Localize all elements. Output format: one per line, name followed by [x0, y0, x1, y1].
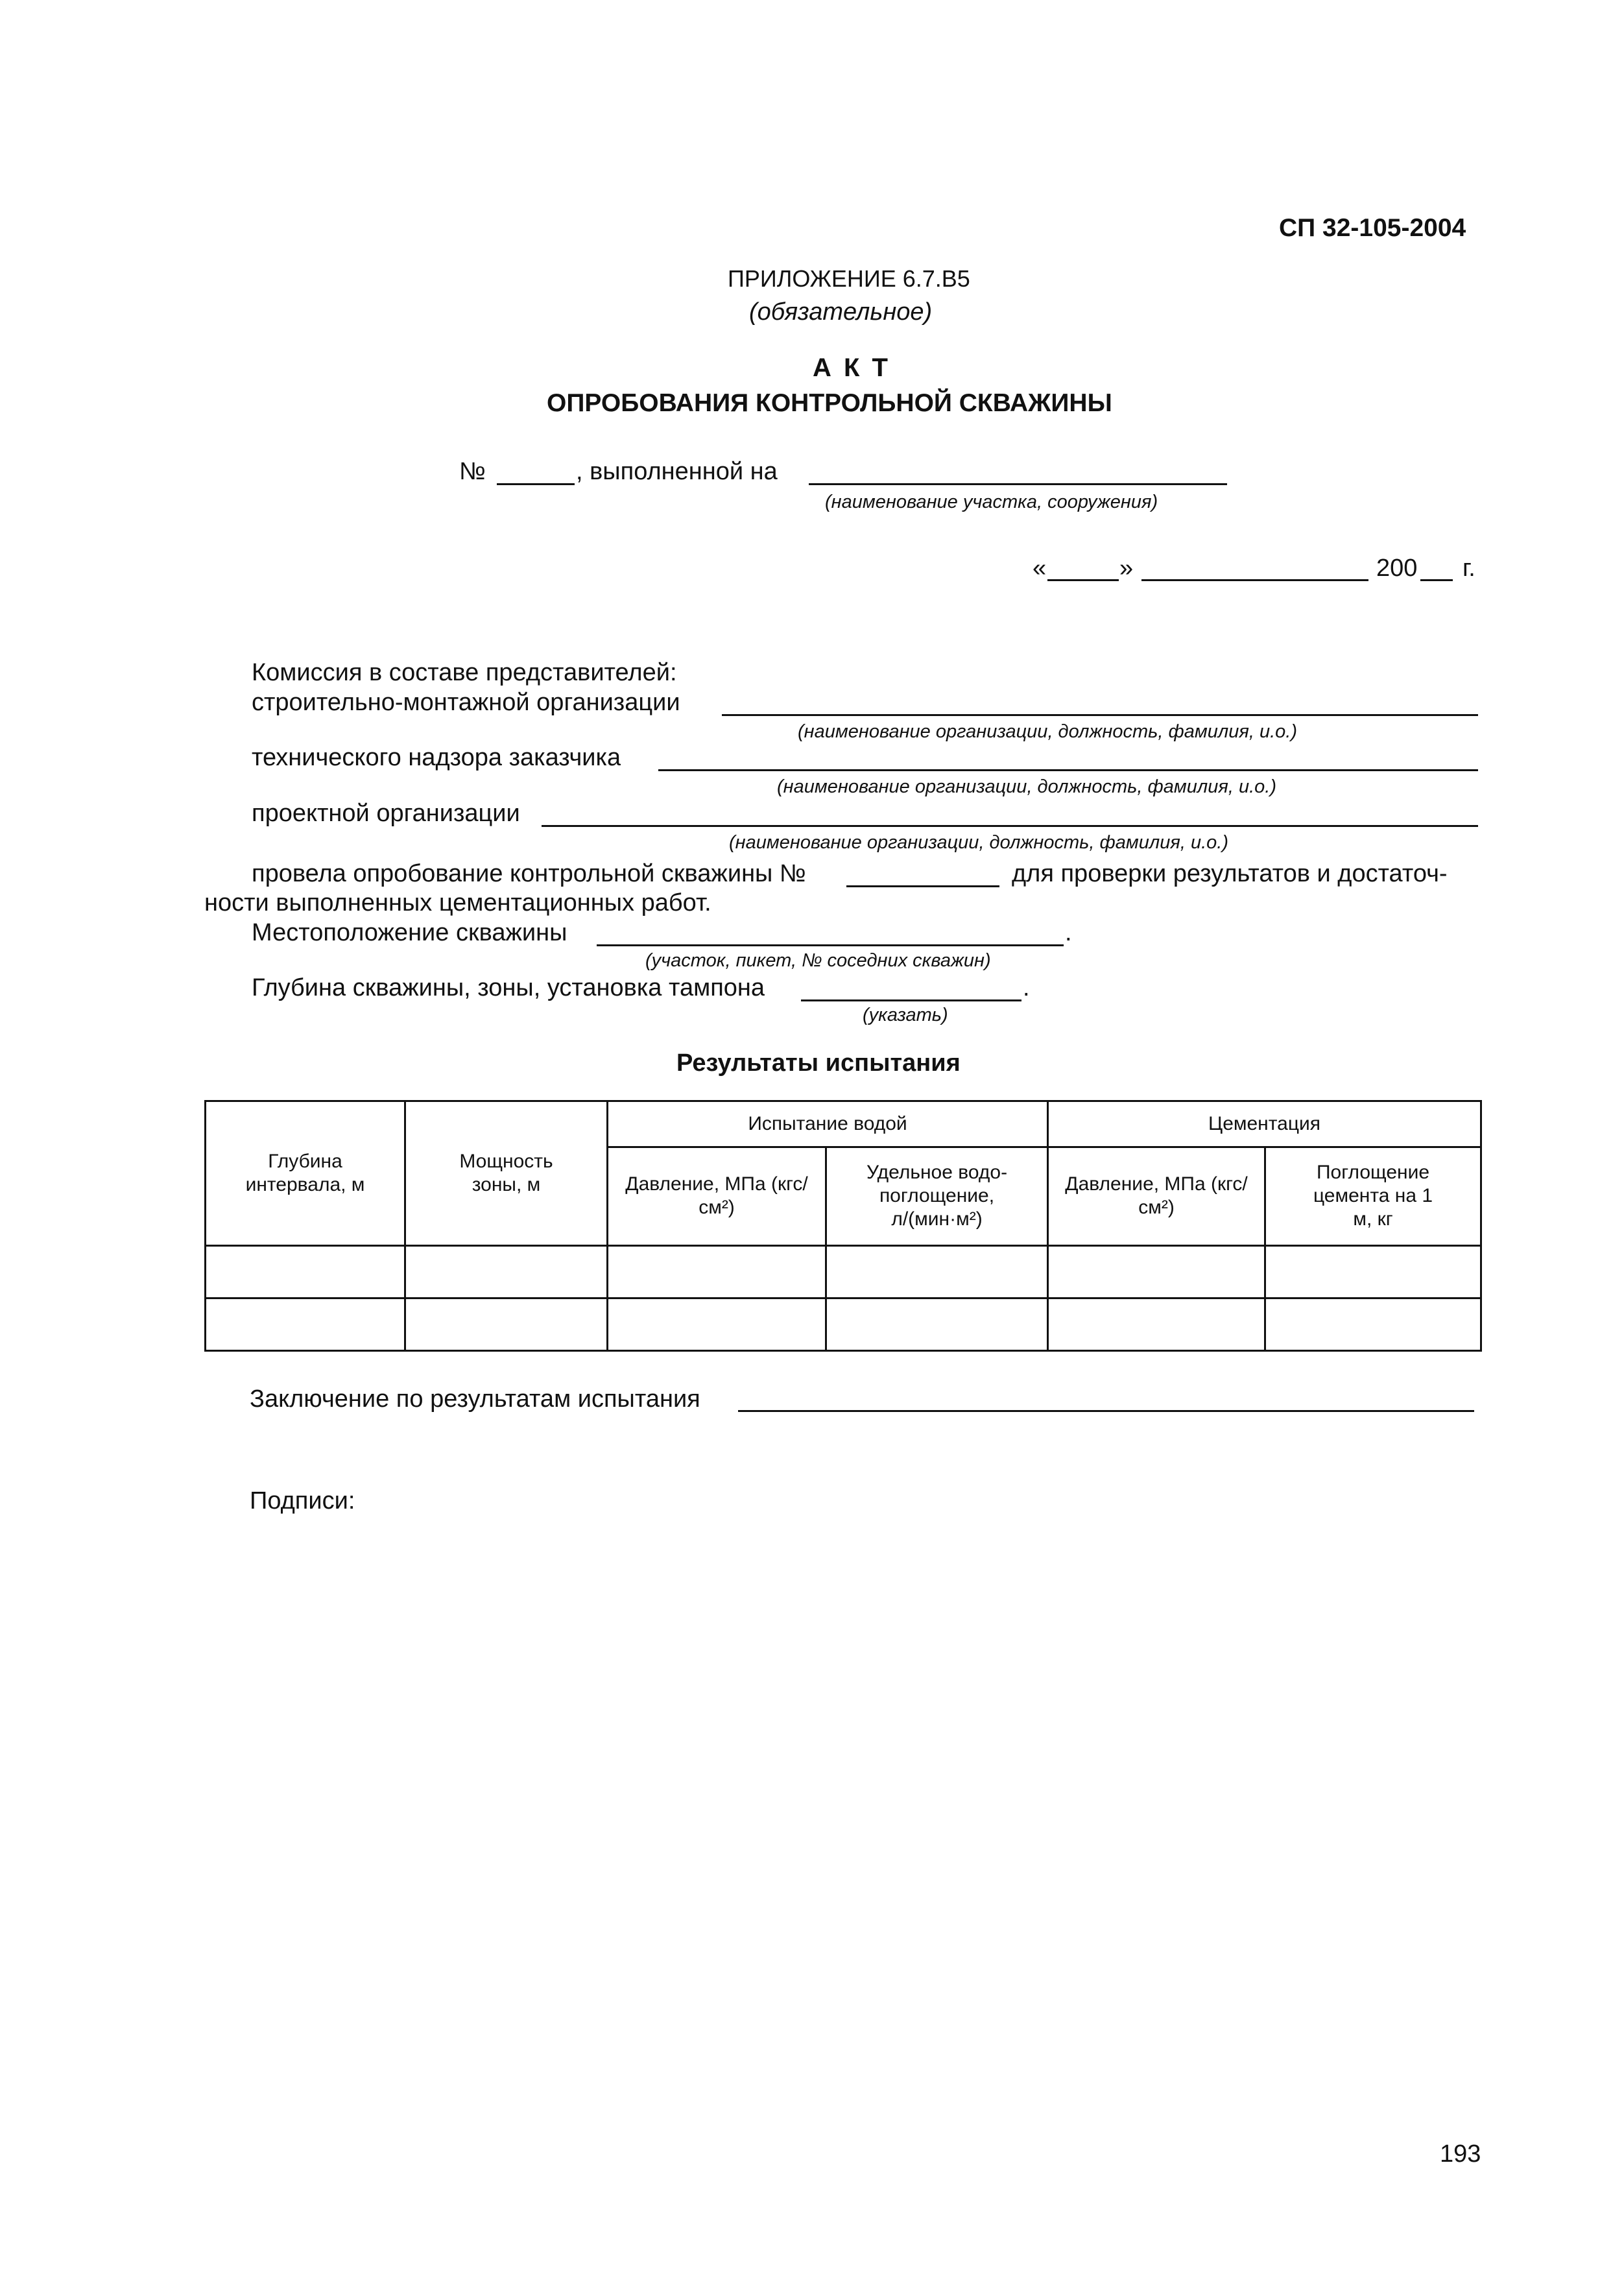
table-row [206, 1298, 1481, 1350]
date-year-suffix: г. [1463, 555, 1475, 582]
commission-row-label: технического надзора заказчика [252, 744, 621, 771]
table-cell[interactable] [405, 1245, 608, 1298]
test-statement-part2: для проверки результатов и достаточ- [1012, 860, 1448, 887]
table-cell[interactable] [1265, 1298, 1481, 1350]
date-month-field[interactable] [1141, 579, 1368, 581]
col-cement-absorption-header: Поглощение цемента на 1 м, кг [1265, 1147, 1481, 1245]
page-number: 193 [1440, 2140, 1481, 2168]
commission-row-caption: (наименование организации, должность, фамилия, и.о.) [729, 832, 1228, 853]
location-field[interactable] [597, 944, 1064, 946]
table-cell[interactable] [1048, 1298, 1265, 1350]
location-period: . [1065, 919, 1072, 946]
table-cell[interactable] [608, 1298, 826, 1350]
table-cell[interactable] [1265, 1245, 1481, 1298]
depth-field[interactable] [801, 999, 1021, 1001]
col-water-absorption-header: Удельное водо-поглощение, л/(мин·м²) [826, 1147, 1048, 1245]
location-label: Местоположение скважины [252, 919, 567, 946]
standard-code: СП 32-105-2004 [1279, 214, 1466, 242]
table-row [206, 1245, 1481, 1298]
commission-row-label: строительно-монтажной организации [252, 689, 680, 716]
well-number-field[interactable] [846, 885, 999, 887]
construction-org-field[interactable] [722, 714, 1478, 716]
number-field[interactable] [497, 483, 575, 485]
table-cell[interactable] [405, 1298, 608, 1350]
table-cell[interactable] [826, 1245, 1048, 1298]
table-cell[interactable] [206, 1298, 405, 1350]
conclusion-label: Заключение по результатам испытания [250, 1385, 700, 1413]
appendix-status: (обязательное) [749, 298, 933, 326]
date-day-field[interactable] [1047, 579, 1119, 581]
document-title: ОПРОБОВАНИЯ КОНТРОЛЬНОЙ СКВАЖИНЫ [547, 389, 1112, 417]
test-statement-line2: ности выполненных цементационных работ. [204, 889, 711, 916]
number-sign: № [459, 458, 486, 485]
col-thickness-header: Мощность зоны, м [405, 1101, 608, 1246]
col-depth-header: Глубина интервала, м [206, 1101, 405, 1246]
date-open-quote: « [1033, 555, 1047, 582]
date-year-prefix: 200 [1376, 555, 1418, 582]
table-cell[interactable] [206, 1245, 405, 1298]
performed-on-label: , выполненной на [576, 458, 778, 485]
site-name-caption: (наименование участка, сооружения) [825, 492, 1158, 512]
technical-supervision-field[interactable] [658, 769, 1478, 771]
table-cell[interactable] [608, 1245, 826, 1298]
date-year-field[interactable] [1420, 579, 1453, 581]
results-title: Результаты испытания [676, 1049, 961, 1077]
commission-row-caption: (наименование организации, должность, фамилия, и.о.) [798, 721, 1297, 742]
results-table [204, 1100, 1482, 1352]
commission-intro: Комиссия в составе представителей: [252, 659, 677, 686]
table-cell[interactable] [1048, 1245, 1265, 1298]
col-water-pressure-header: Давление, МПа (кгс/см²) [608, 1147, 826, 1245]
design-org-field[interactable] [542, 825, 1478, 827]
document-title-act: А К Т [813, 353, 890, 382]
site-name-field[interactable] [809, 483, 1227, 485]
depth-label: Глубина скважины, зоны, установка тампона [252, 974, 765, 1001]
signatures-label: Подписи: [250, 1487, 355, 1514]
depth-period: . [1023, 974, 1030, 1001]
conclusion-field[interactable] [738, 1410, 1474, 1412]
water-test-group-header: Испытание водой [608, 1101, 1048, 1147]
commission-row-label: проектной организации [252, 800, 520, 827]
cementation-group-header: Цементация [1048, 1101, 1481, 1147]
table-header-row [206, 1101, 1481, 1147]
location-caption: (участок, пикет, № соседних скважин) [645, 950, 991, 971]
date-close-quote: » [1119, 555, 1134, 582]
col-cement-pressure-header: Давление, МПа (кгс/см²) [1048, 1147, 1265, 1245]
commission-row-caption: (наименование организации, должность, фамилия, и.о.) [777, 776, 1276, 797]
appendix-label: ПРИЛОЖЕНИЕ 6.7.В5 [728, 265, 970, 292]
depth-caption: (указать) [863, 1005, 948, 1025]
test-statement-part1: провела опробование контрольной скважины № [252, 860, 806, 887]
table-cell[interactable] [826, 1298, 1048, 1350]
